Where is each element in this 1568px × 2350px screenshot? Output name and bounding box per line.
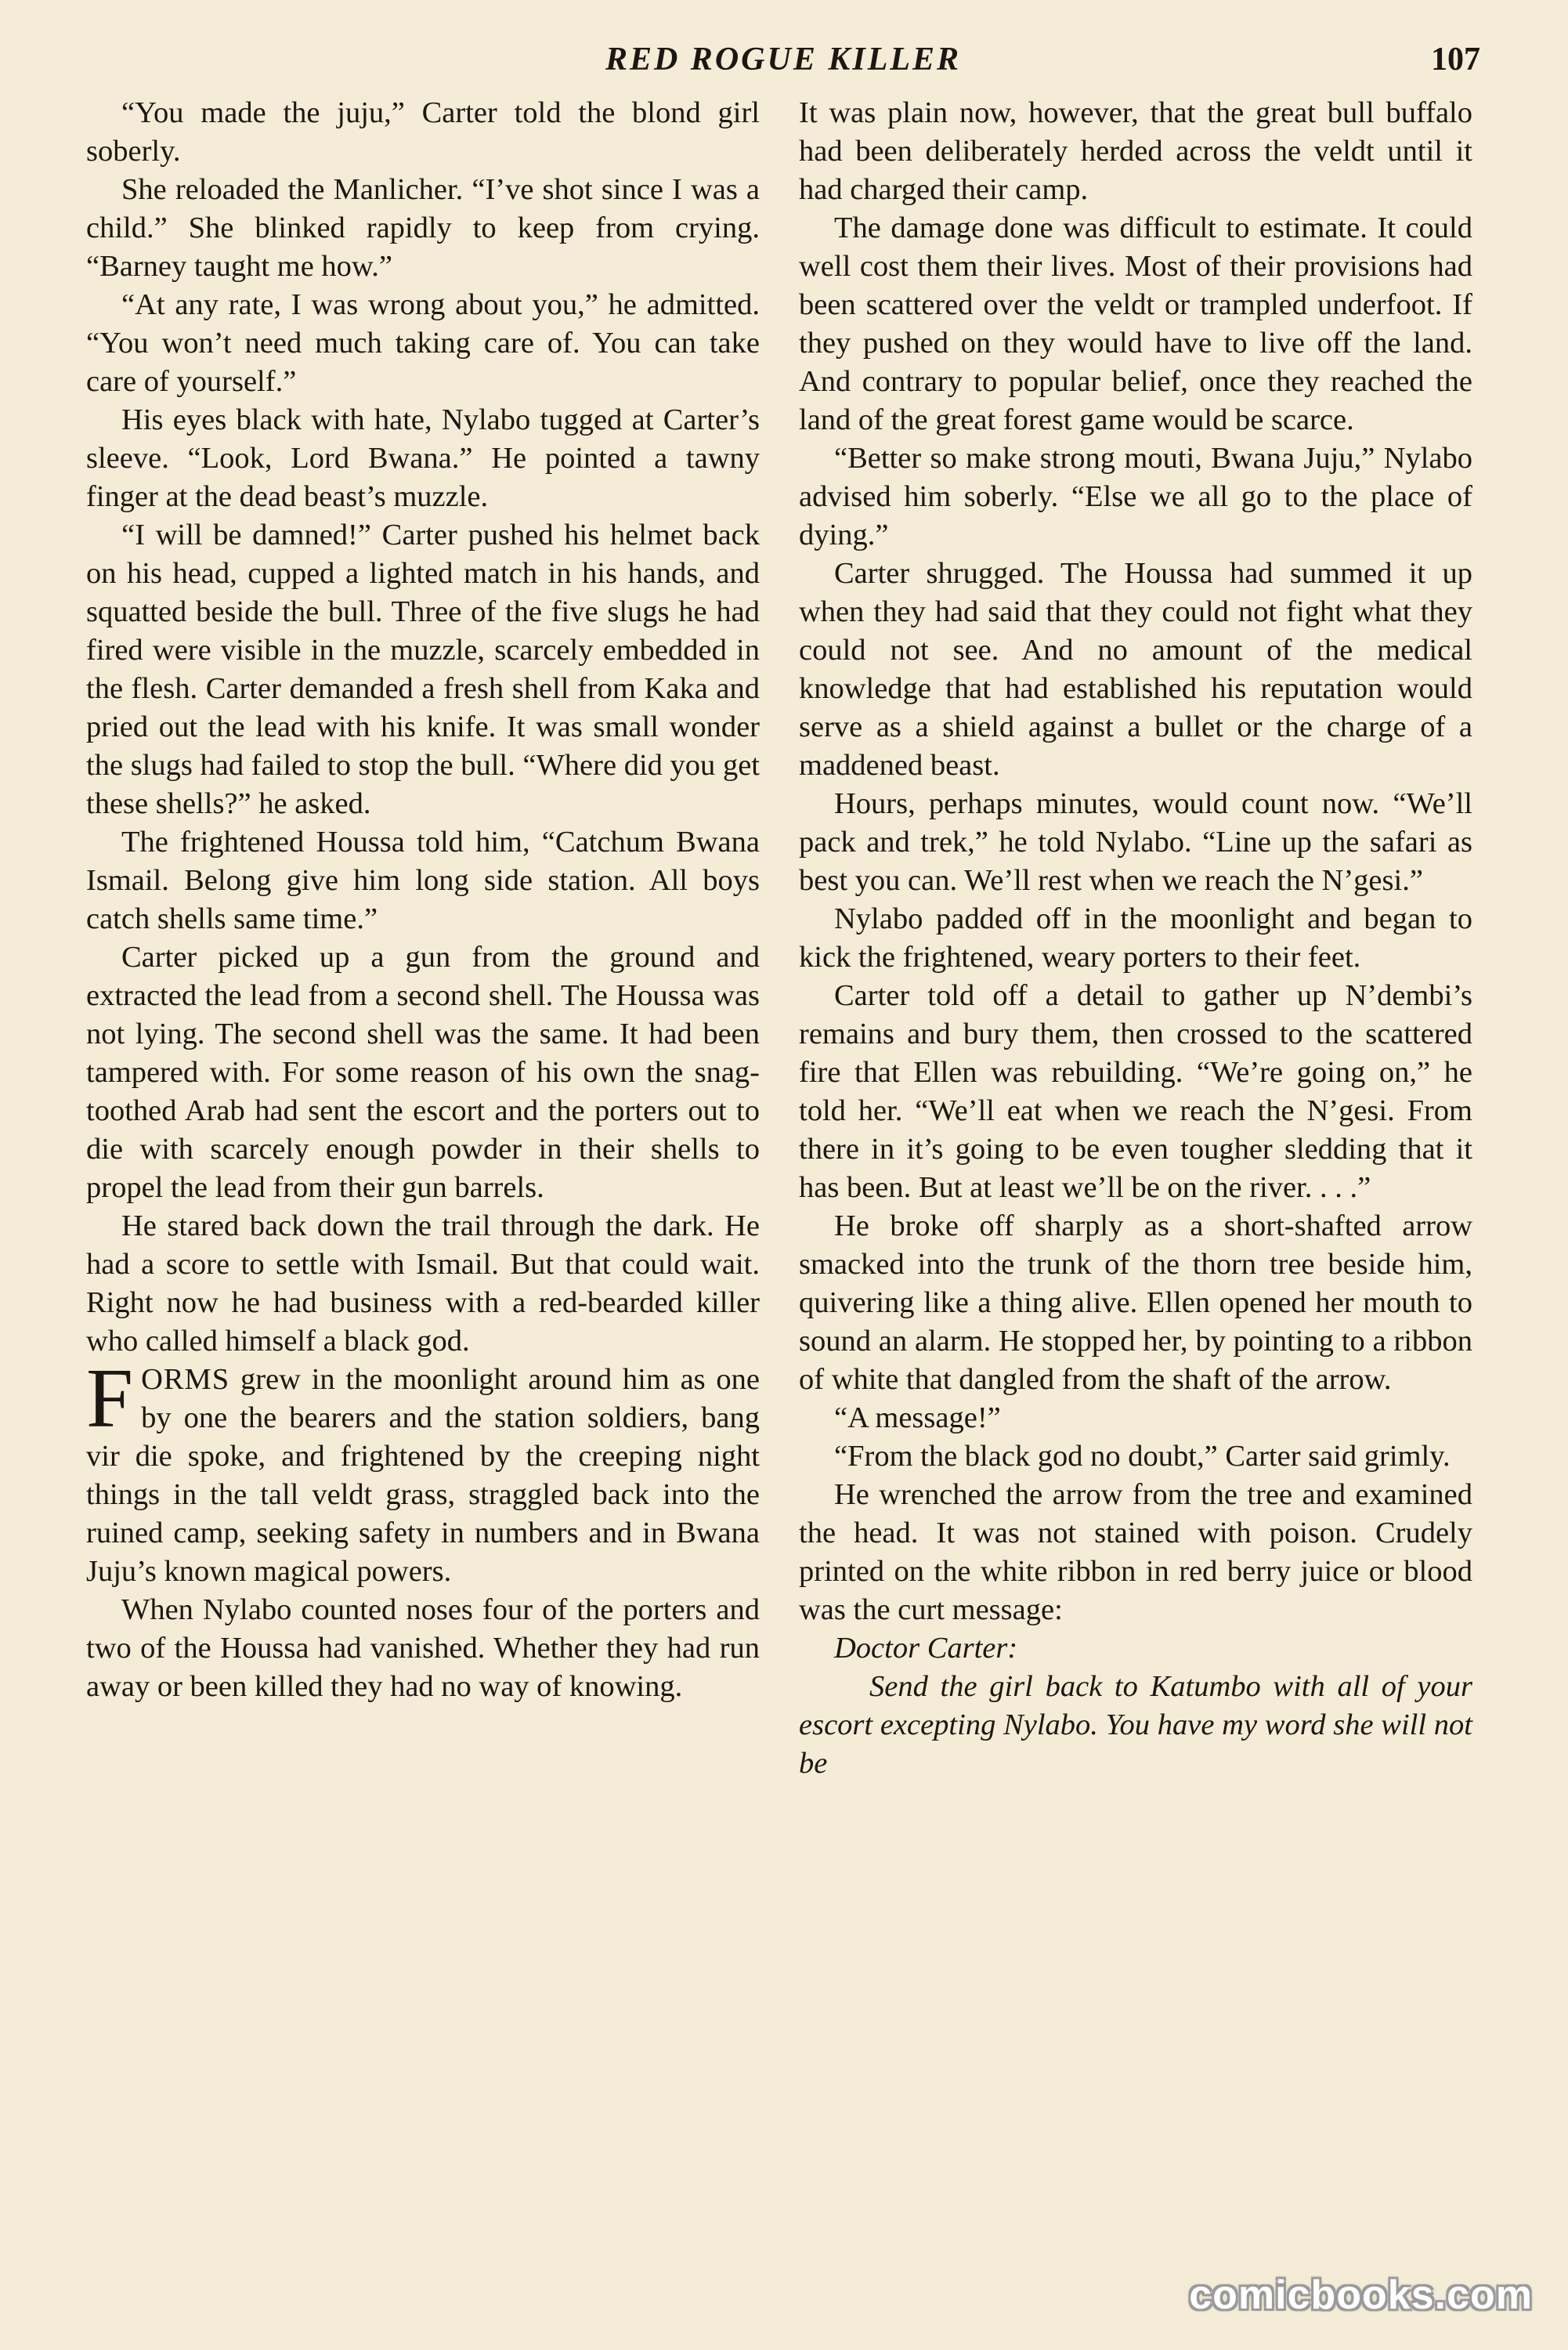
- paragraph: “At any rate, I was wrong about you,” he admitted. “You won’t need much taking care of. You can take care of yourself.”: [86, 288, 760, 398]
- left-column: [86, 94, 760, 1706]
- letter-salutation: Doctor Carter:: [834, 1632, 1018, 1665]
- paragraph: She reloaded the Manlicher. “I’ve shot since I was a child.” She blinked rapidly to keep from crying. “Barney taught me how.”: [86, 173, 760, 283]
- paragraph: He stared back down the trail through the dark. He had a score to settle with Ismail. But that could wait. Right now he had business with a red-bearded killer who called himself a black god.: [86, 1209, 760, 1358]
- paragraph: “A message!”: [834, 1401, 1001, 1434]
- paragraph: “You made the juju,” Carter told the blond girl soberly.: [86, 96, 760, 168]
- paragraph: His eyes black with hate, Nylabo tugged at Carter’s sleeve. “Look, Lord Bwana.” He pointed a tawny finger at the dead beast’s muzzle.: [86, 403, 760, 513]
- letter-body: Send the girl back to Katumbo with all of your escort excepting Nylabo. You have my word she will not be: [799, 1670, 1472, 1780]
- paragraph: He wrenched the arrow from the tree and examined the head. It was not stained with poison. Crudely printed on the white ribbon in red berry juice or blood was the curt message:: [799, 1478, 1472, 1626]
- paragraph: “Better so make strong mouti, Bwana Juju,” Nylabo advised him soberly. “Else we all go to the place of dying.”: [799, 442, 1472, 551]
- paragraph: It was plain now, however, that the great bull buffalo had been deliberately herded across the veldt until it had charged their camp.: [799, 96, 1472, 206]
- section-opening-paragraph: [86, 1352, 760, 1591]
- running-title: RED ROGUE KILLER: [605, 42, 962, 78]
- page-number: 107: [1431, 42, 1480, 78]
- paragraph: The frightened Houssa told him, “Catchum Bwana Ismail. Belong give him long side station. All boys catch shells same time.”: [86, 826, 760, 935]
- paragraph: “From the black god no doubt,” Carter said grimly.: [834, 1440, 1451, 1473]
- paragraph: “I will be damned!” Carter pushed his helmet back on his head, cupped a lighted match in his hands, and squatted beside the bull. Three of the five slugs he had fired were visible in the muzzle, scarcely embedded in the flesh. Carter demanded a fresh shell from Kaka and pried out the lead with his knife. It was small wonder the slugs had failed to stop the bull. “Where did you get these shells?” he asked.: [86, 519, 760, 820]
- watermark: comicbooks.com: [1189, 2272, 1533, 2318]
- paragraph: Carter told off a detail to gather up N’dembi’s remains and bury them, then crossed to the scattered fire that Ellen was rebuilding. “We’re going on,” he told her. “We’ll eat when we reach the N’gesi. From there in it’s going to be even tougher sledding that it has been. But at least we’ll be on the river. . . .”: [799, 979, 1472, 1204]
- paragraph: The damage done was difficult to estimate. It could well cost them their lives. Most of their provisions had been scattered over the veldt or trampled underfoot. If they pushed on they would have to live off the land. And contrary to popular belief, once they reached the land of the great forest game would be scarce.: [799, 212, 1472, 436]
- paragraph: Nylabo padded off in the moonlight and began to kick the frightened, weary porters to their feet.: [799, 902, 1472, 974]
- page-header: [86, 41, 1480, 96]
- right-column: [799, 94, 1472, 1783]
- paragraph: Carter picked up a gun from the ground and extracted the lead from a second shell. The Houssa was not lying. The second shell was the same. It had been tampered with. For some reason of his own the snag-toothed Arab had sent the escort and the porters out to die with scarcely enough powder in their shells to propel the lead from their gun barrels.: [86, 941, 760, 1204]
- paragraph: Hours, perhaps minutes, would count now. “We’ll pack and trek,” he told Nylabo. “Line up the safari as best you can. We’ll rest when we reach the N’gesi.”: [799, 787, 1472, 897]
- small-caps-lead: ORMS: [141, 1363, 230, 1396]
- paragraph: He broke off sharply as a short-shafted arrow smacked into the trunk of the thorn tree beside him, quivering like a thing alive. Ellen opened her mouth to sound an alarm. He stopped her, by pointing to a ribbon of white that dangled from the shaft of the arrow.: [799, 1209, 1472, 1396]
- paragraph: Carter shrugged. The Houssa had summed it up when they had said that they could not fight what they could not see. And no amount of the medical knowledge that had established his reputation would serve as a shield against a bullet or the charge of a maddened beast.: [799, 557, 1472, 782]
- paragraph-text: grew in the moonlight around him as one by one the bearers and the station soldiers, bang vir die spoke, and frightened by the creeping night things in the tall veldt grass, straggled back into the ruined camp, seeking safety in numbers and in Bwana Juju’s known magical powers.: [86, 1363, 760, 1588]
- drop-cap: F: [86, 1352, 134, 1445]
- paragraph: When Nylabo counted noses four of the porters and two of the Houssa had vanished. Whether they had run away or been killed they had no way of knowing.: [86, 1593, 760, 1703]
